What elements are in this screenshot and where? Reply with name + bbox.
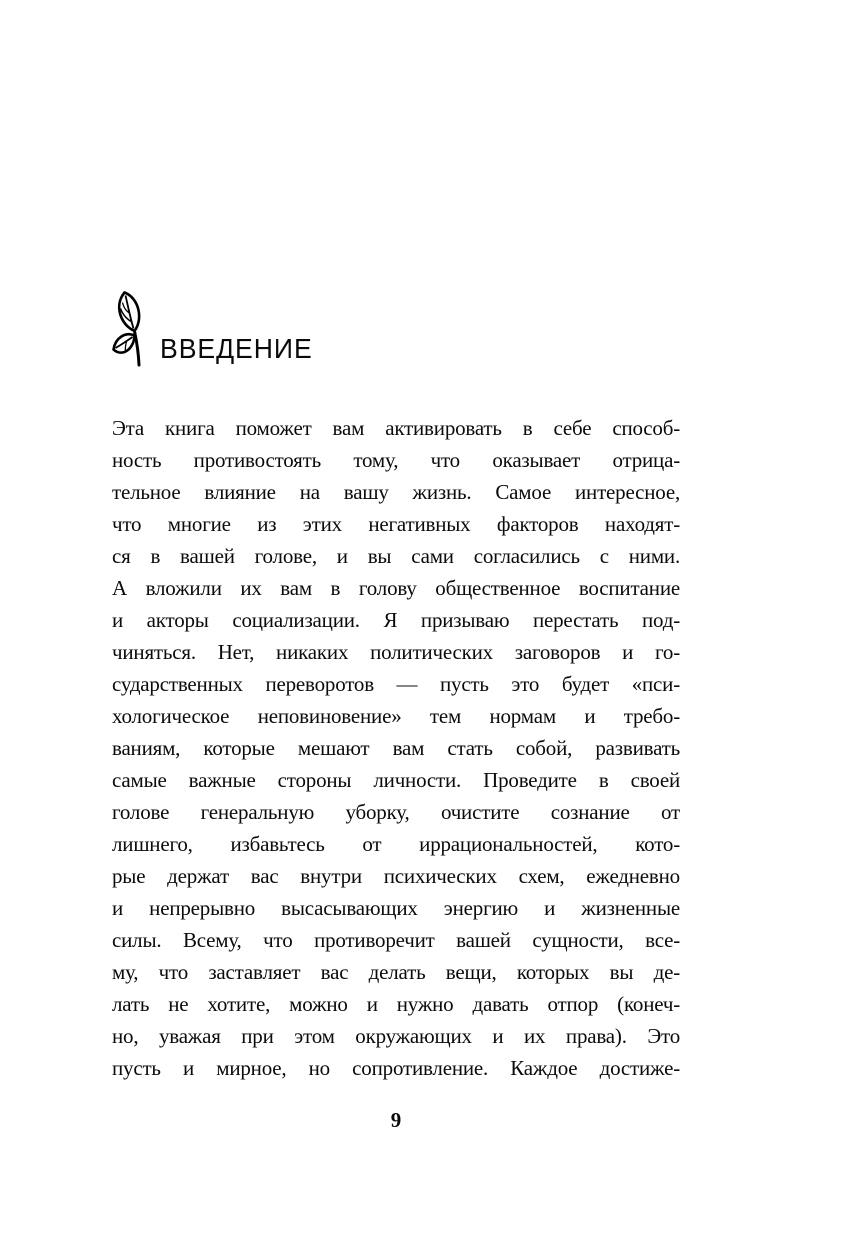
text-line: ваниям, которые мешают вам стать собой, развивать — [112, 736, 680, 760]
text-line: пусть и мирное, но сопротивление. Каждое достиже- — [112, 1056, 680, 1080]
body-text — [112, 412, 680, 1084]
text-line: чиняться. Нет, никаких политических заговоров и го- — [112, 640, 680, 664]
text-line: тельное влияние на вашу жизнь. Самое интересное, — [112, 480, 680, 504]
text-line: силы. Всему, что противоречит вашей сущности, все- — [112, 928, 680, 952]
chapter-title: ВВЕДЕНИЕ — [160, 333, 313, 364]
text-line: лишнего, избавьтесь от иррациональностей, кото- — [112, 832, 680, 856]
text-line: и акторы социализации. Я призываю перестать под- — [112, 608, 680, 632]
text-line: хологическое неповиновение» тем нормам и требо- — [112, 704, 680, 728]
leaf-sprig-icon — [112, 289, 150, 367]
text-line: му, что заставляет вас делать вещи, которых вы де- — [112, 960, 680, 984]
text-line: и непрерывно высасывающих энергию и жизненные — [112, 896, 680, 920]
text-line: Эта книга поможет вам активировать в себе способ- — [112, 416, 680, 440]
text-line: ся в вашей голове, и вы сами согласились с ними. — [112, 544, 680, 568]
text-line: ность противостоять тому, что оказывает отрица- — [112, 448, 680, 472]
text-line: что многие из этих негативных факторов находят- — [112, 512, 680, 536]
text-line: А вложили их вам в голову общественное воспитание — [112, 576, 680, 600]
text-line: рые держат вас внутри психических схем, ежедневно — [112, 864, 680, 888]
text-line: но, уважая при этом окружающих и их права). Это — [112, 1024, 680, 1048]
text-line: сударственных переворотов — пусть это будет «пси- — [112, 672, 680, 696]
chapter-header — [112, 289, 321, 367]
text-line: лать не хотите, можно и нужно давать отпор (конеч- — [112, 992, 680, 1016]
text-line: самые важные стороны личности. Проведите в своей — [112, 768, 680, 792]
text-line: голове генеральную уборку, очистите сознание от — [112, 800, 680, 824]
page-number: 9 — [390, 1108, 402, 1132]
